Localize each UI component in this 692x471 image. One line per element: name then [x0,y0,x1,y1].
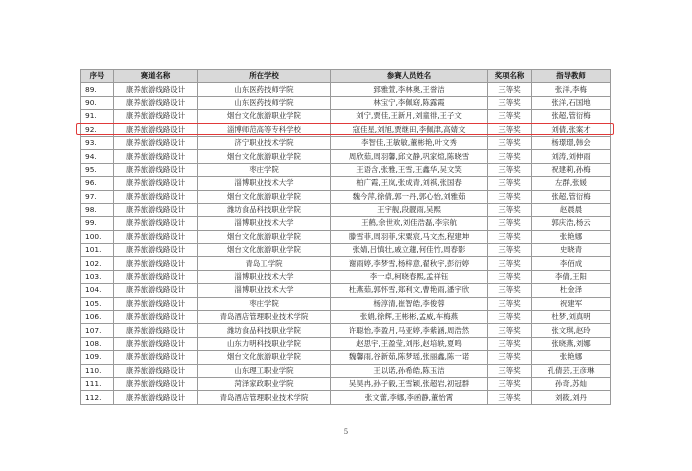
cell-participants: 杜燕茹,郭怀雪,郑利文,曹艳雨,潘宇欣 [331,284,488,297]
cell-track: 康养旅游线路设计 [114,217,198,230]
cell-award: 三等奖 [488,96,532,109]
cell-award: 三等奖 [488,203,532,216]
cell-advisor: 郭庆浩,杨云 [532,217,611,230]
cell-participants: 周欣茹,周羽馨,邱文静,巩家煊,陈晓雪 [331,150,488,163]
cell-index: 103. [81,270,114,283]
cell-participants: 滕雪菲,周羽菲,宋粟宸,马文杰,程建坤 [331,230,488,243]
cell-track: 康养旅游线路设计 [114,391,198,404]
cell-participants: 张娟,徐辉,王彬彬,孟威,车梅燕 [331,311,488,324]
table-row [81,351,611,364]
cell-track: 康养旅游线路设计 [114,270,198,283]
table-row [81,311,611,324]
cell-index: 96. [81,177,114,190]
cell-school: 枣庄学院 [198,297,331,310]
header-track: 赛道名称 [114,70,198,83]
cell-track: 康养旅游线路设计 [114,337,198,350]
cell-school: 烟台文化旅游职业学院 [198,230,331,243]
cell-advisor: 张文琪,赵玲 [532,324,611,337]
cell-award: 三等奖 [488,83,532,96]
header-advisor: 指导教师 [532,70,611,83]
cell-participants: 王语含,张雅,王雪,王鑫华,吴文笑 [331,163,488,176]
cell-index: 107. [81,324,114,337]
header-school: 所在学校 [198,70,331,83]
cell-award: 三等奖 [488,163,532,176]
cell-track: 康养旅游线路设计 [114,150,198,163]
cell-school: 菏泽家政职业学院 [198,377,331,390]
cell-award: 三等奖 [488,364,532,377]
cell-participants: 魏今萍,徐倩,郭一丹,郭心怡,刘雅茹 [331,190,488,203]
table-row [81,217,611,230]
page-number: 5 [343,428,349,436]
cell-award: 三等奖 [488,177,532,190]
cell-award: 三等奖 [488,351,532,364]
cell-school: 烟台文化旅游职业学院 [198,244,331,257]
cell-award: 三等奖 [488,284,532,297]
cell-index: 109. [81,351,114,364]
cell-index: 89. [81,83,114,96]
table-row [81,297,611,310]
table-row [81,364,611,377]
cell-school: 青岛酒店管理职业技术学院 [198,311,331,324]
cell-track: 康养旅游线路设计 [114,136,198,149]
table-row [81,284,611,297]
cell-participants: 谢雨婷,李梦雪,杨梓意,翟秋宇,彭衍婷 [331,257,488,270]
cell-track: 康养旅游线路设计 [114,297,198,310]
cell-index: 97. [81,190,114,203]
cell-track: 康养旅游线路设计 [114,364,198,377]
cell-school: 淄博职业技术大学 [198,284,331,297]
cell-participants: 许聪怡,李盈月,马亚婷,李紫涵,周浩然 [331,324,488,337]
cell-school: 青岛工学院 [198,257,331,270]
cell-advisor: 张洋,石国地 [532,96,611,109]
cell-award: 三等奖 [488,311,532,324]
cell-advisor: 杜金泽 [532,284,611,297]
table-row [81,110,611,123]
cell-award: 三等奖 [488,297,532,310]
cell-school: 淄博职业技术大学 [198,270,331,283]
cell-track: 康养旅游线路设计 [114,324,198,337]
table-row [81,324,611,337]
cell-participants: 王宇舰,段靓雨,吴熙 [331,203,488,216]
cell-participants: 赵思宇,王盈莹,刘彤,赵培轶,夏鸣 [331,337,488,350]
table-row [81,83,611,96]
cell-track: 康养旅游线路设计 [114,96,198,109]
cell-school: 山东医药技师学院 [198,96,331,109]
cell-school: 青岛酒店管理职业技术学院 [198,391,331,404]
header-award: 奖项名称 [488,70,532,83]
cell-index: 104. [81,284,114,297]
cell-advisor: 孙奇,苏灿 [532,377,611,390]
table-row [81,377,611,390]
cell-award: 三等奖 [488,110,532,123]
cell-advisor: 张洋,李梅 [532,83,611,96]
cell-participants: 张文蕾,李娜,李函静,董怡霄 [331,391,488,404]
cell-participants: 吴昊冉,孙子毅,王雪颖,张超岩,初冠群 [331,377,488,390]
cell-track: 康养旅游线路设计 [114,257,198,270]
table-row [81,230,611,243]
table-body [81,83,611,404]
cell-index: 100. [81,230,114,243]
cell-track: 康养旅游线路设计 [114,177,198,190]
table-row [81,391,611,404]
header-index: 序号 [81,70,114,83]
cell-track: 康养旅游线路设计 [114,203,198,216]
table-row [81,244,611,257]
cell-track: 康养旅游线路设计 [114,190,198,203]
cell-advisor: 张艳娜 [532,230,611,243]
cell-track: 康养旅游线路设计 [114,83,198,96]
table-header-row [81,70,611,83]
cell-award: 三等奖 [488,324,532,337]
cell-participants: 魏馨雨,谷新茹,陈梦瑶,张丽鑫,陈一诺 [331,351,488,364]
cell-school: 烟台文化旅游职业学院 [198,190,331,203]
cell-advisor: 祝建军 [532,297,611,310]
table-row [81,123,611,136]
cell-participants: 张婧,吕慎壮,戚立蘧,何佳竹,周春影 [331,244,488,257]
cell-school: 烟台文化旅游职业学院 [198,150,331,163]
cell-advisor: 左群,张媛 [532,177,611,190]
cell-track: 康养旅游线路设计 [114,351,198,364]
cell-school: 淄博职业技术大学 [198,217,331,230]
cell-track: 康养旅游线路设计 [114,284,198,297]
cell-award: 三等奖 [488,391,532,404]
cell-index: 102. [81,257,114,270]
cell-advisor: 张艳娜 [532,351,611,364]
cell-index: 94. [81,150,114,163]
cell-school: 烟台文化旅游职业学院 [198,351,331,364]
awards-table-container [80,69,610,405]
table-row [81,136,611,149]
cell-advisor: 刘涛,刘伸雨 [532,150,611,163]
cell-participants: 杨淳清,崔智皓,李俊蓉 [331,297,488,310]
table-row [81,96,611,109]
cell-school: 潍坊食品科技职业学院 [198,324,331,337]
cell-index: 106. [81,311,114,324]
table-row [81,337,611,350]
cell-award: 三等奖 [488,377,532,390]
cell-advisor: 祝建莉,孙梅 [532,163,611,176]
cell-index: 112. [81,391,114,404]
cell-participants: 王鹤,余世欢,刘佳浩磊,李宗航 [331,217,488,230]
cell-index: 90. [81,96,114,109]
cell-participants: 王以诺,孙希皓,陈玉洁 [331,364,488,377]
table-row [81,163,611,176]
cell-award: 三等奖 [488,123,532,136]
cell-award: 三等奖 [488,337,532,350]
table-row [81,257,611,270]
cell-school: 淄博职业技术大学 [198,177,331,190]
cell-track: 康养旅游线路设计 [114,163,198,176]
cell-advisor: 张晓燕,刘娜 [532,337,611,350]
cell-index: 111. [81,377,114,390]
cell-advisor: 史晓青 [532,244,611,257]
cell-advisor: 张超,管衍梅 [532,110,611,123]
cell-school: 潍坊食品科技职业学院 [198,203,331,216]
cell-award: 三等奖 [488,244,532,257]
cell-index: 110. [81,364,114,377]
cell-school: 淄博师范高等专科学校 [198,123,331,136]
table-row [81,177,611,190]
cell-index: 108. [81,337,114,350]
header-participants: 参赛人员姓名 [331,70,488,83]
cell-participants: 柏广霞,王岚,张成青,刘祺,张国春 [331,177,488,190]
cell-participants: 寇佳星,刘旭,贾继田,李佩津,高婧文 [331,123,488,136]
cell-track: 康养旅游线路设计 [114,230,198,243]
awards-table [80,69,611,405]
cell-advisor: 杨璟璟,韩会 [532,136,611,149]
table-row [81,150,611,163]
cell-award: 三等奖 [488,270,532,283]
cell-index: 91. [81,110,114,123]
cell-school: 济宁职业技术学院 [198,136,331,149]
cell-advisor: 杜梦,刘真明 [532,311,611,324]
cell-award: 三等奖 [488,217,532,230]
table-row [81,190,611,203]
cell-participants: 郅雅萱,李林奥,王誉洁 [331,83,488,96]
cell-track: 康养旅游线路设计 [114,110,198,123]
cell-award: 三等奖 [488,190,532,203]
cell-index: 101. [81,244,114,257]
cell-school: 山东力明科技职业学院 [198,337,331,350]
cell-advisor: 刘筱,刘丹 [532,391,611,404]
cell-school: 枣庄学院 [198,163,331,176]
cell-index: 95. [81,163,114,176]
cell-school: 烟台文化旅游职业学院 [198,110,331,123]
table-row [81,270,611,283]
cell-school: 山东理工职业学院 [198,364,331,377]
table-row [81,203,611,216]
cell-advisor: 李倩,王阳 [532,270,611,283]
cell-award: 三等奖 [488,136,532,149]
cell-track: 康养旅游线路设计 [114,244,198,257]
cell-track: 康养旅游线路设计 [114,377,198,390]
cell-index: 105. [81,297,114,310]
cell-participants: 林宝宁,李佩窈,陈露霞 [331,96,488,109]
cell-index: 93. [81,136,114,149]
cell-advisor: 李佰成 [532,257,611,270]
cell-award: 三等奖 [488,230,532,243]
cell-index: 98. [81,203,114,216]
cell-index: 99. [81,217,114,230]
cell-award: 三等奖 [488,150,532,163]
cell-advisor: 张超,管衍梅 [532,190,611,203]
cell-track: 康养旅游线路设计 [114,123,198,136]
cell-school: 山东医药技师学院 [198,83,331,96]
cell-advisor: 赵晨晨 [532,203,611,216]
cell-participants: 李智佳,王敏敏,董彬艳,叶文秀 [331,136,488,149]
cell-advisor: 刘倩,张案才 [532,123,611,136]
cell-track: 康养旅游线路设计 [114,311,198,324]
cell-index: 92. [81,123,114,136]
cell-advisor: 孔倩芸,王彦琳 [532,364,611,377]
cell-award: 三等奖 [488,257,532,270]
cell-participants: 刘宁,贾佳,王新月,刘童徘,王子文 [331,110,488,123]
cell-participants: 李一卓,柯晓春熙,孟祥钰 [331,270,488,283]
